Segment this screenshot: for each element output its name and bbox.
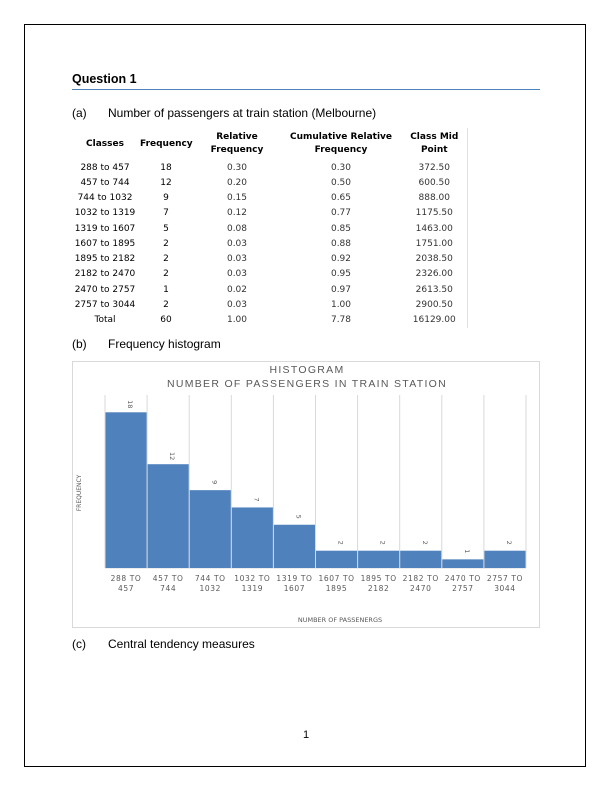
cell-total-mid: 16129.00 bbox=[412, 315, 456, 326]
cell-frequency: 12 bbox=[160, 177, 172, 188]
histogram-bar bbox=[358, 551, 399, 568]
part-c-heading bbox=[72, 637, 255, 651]
bar-data-label: 12 bbox=[168, 452, 177, 461]
cell-total-label: Total bbox=[94, 315, 116, 326]
cell-cumulative: 1.00 bbox=[330, 300, 352, 311]
frequency-table bbox=[72, 128, 468, 328]
x-tick-label: 1607 TO bbox=[318, 574, 355, 583]
cell-mid: 2613.50 bbox=[415, 284, 453, 295]
cell-mid: 600.50 bbox=[418, 177, 450, 188]
cell-cumulative: 0.92 bbox=[330, 254, 352, 265]
cell-relative: 0.20 bbox=[226, 177, 248, 188]
cell-frequency: 2 bbox=[163, 238, 169, 249]
bar-data-label: 18 bbox=[126, 400, 135, 409]
cell-total-cumulative: 7.78 bbox=[330, 315, 352, 326]
cell-classes: 2757 to 3044 bbox=[74, 300, 136, 311]
table-row bbox=[72, 191, 467, 206]
cell-relative: 0.02 bbox=[226, 284, 248, 295]
cell-cumulative: 0.30 bbox=[330, 162, 352, 173]
histogram-bar bbox=[442, 559, 483, 568]
cell-frequency: 7 bbox=[163, 208, 169, 219]
x-tick-label: 1032 TO bbox=[234, 574, 271, 583]
cell-classes: 1895 to 2182 bbox=[74, 254, 136, 265]
header-relative-frequency: Relative Frequency bbox=[210, 132, 264, 155]
histogram-bar bbox=[190, 490, 231, 568]
cell-mid: 372.50 bbox=[418, 162, 450, 173]
x-tick-label: 1895 TO bbox=[360, 574, 397, 583]
cell-cumulative: 0.97 bbox=[330, 284, 352, 295]
title-underline bbox=[72, 89, 540, 90]
cell-mid: 2326.00 bbox=[415, 269, 453, 280]
cell-cumulative: 0.65 bbox=[330, 193, 352, 204]
page-number: 1 bbox=[302, 729, 310, 741]
table-row bbox=[72, 175, 467, 190]
cell-frequency: 1 bbox=[163, 284, 169, 295]
cell-frequency: 2 bbox=[163, 300, 169, 311]
bar-data-label: 9 bbox=[210, 480, 219, 485]
x-tick-label: 457 TO bbox=[152, 574, 184, 583]
cell-frequency: 5 bbox=[163, 223, 169, 234]
table-total-row bbox=[72, 313, 467, 328]
part-c-text: Central tendency measures bbox=[108, 637, 255, 651]
cell-classes: 1607 to 1895 bbox=[74, 238, 136, 249]
table-row bbox=[72, 160, 467, 175]
part-a-letter: (a) bbox=[72, 106, 87, 120]
cell-relative: 0.03 bbox=[226, 238, 248, 249]
x-tick-label: 2182 TO bbox=[402, 574, 439, 583]
table-row bbox=[72, 267, 467, 282]
table-row bbox=[72, 206, 467, 221]
cell-relative: 0.08 bbox=[226, 223, 248, 234]
x-tick-label: 1895 bbox=[325, 584, 348, 593]
x-tick-label: 2757 bbox=[452, 584, 474, 593]
cell-classes: 2470 to 2757 bbox=[74, 284, 136, 295]
cell-relative: 0.03 bbox=[226, 269, 248, 280]
part-c-letter: (c) bbox=[72, 637, 86, 651]
table-row bbox=[72, 236, 467, 251]
cell-relative: 0.03 bbox=[226, 300, 248, 311]
x-tick-label: 2182 bbox=[367, 584, 390, 593]
bar-data-label: 2 bbox=[420, 540, 429, 545]
bar-data-label: 2 bbox=[336, 540, 345, 545]
cell-cumulative: 0.88 bbox=[330, 238, 352, 249]
table-row bbox=[72, 221, 467, 236]
part-a-heading bbox=[72, 106, 376, 120]
part-b-text: Frequency histogram bbox=[108, 337, 221, 351]
cell-cumulative: 0.85 bbox=[330, 223, 352, 234]
x-tick-label: 1032 bbox=[199, 584, 221, 593]
x-tick-label: 2470 bbox=[410, 584, 432, 593]
table-header-row bbox=[72, 128, 467, 160]
cell-mid: 1463.00 bbox=[415, 223, 453, 234]
cell-mid: 1751.00 bbox=[415, 238, 453, 249]
histogram-bar bbox=[274, 525, 315, 568]
cell-classes: 288 to 457 bbox=[80, 162, 130, 173]
cell-relative: 0.12 bbox=[226, 208, 248, 219]
histogram-bar bbox=[106, 412, 147, 568]
x-tick-label: 288 TO bbox=[110, 574, 142, 583]
chart-subtitle: NUMBER OF PASSENGERS IN TRAIN STATION bbox=[166, 378, 448, 390]
x-tick-label: 1319 bbox=[241, 584, 264, 593]
part-a-text: Number of passengers at train station (Melbourne) bbox=[108, 106, 377, 120]
header-class-mid-point: Class Mid Point bbox=[410, 132, 459, 155]
histogram-bar bbox=[316, 551, 357, 568]
cell-classes: 2182 to 2470 bbox=[74, 269, 136, 280]
x-axis-title: NUMBER OF PASSENERGS bbox=[297, 616, 383, 624]
cell-frequency: 18 bbox=[160, 162, 172, 173]
table-row bbox=[72, 252, 467, 267]
x-tick-label: 1607 bbox=[283, 584, 306, 593]
cell-total-relative: 1.00 bbox=[226, 315, 248, 326]
table-row bbox=[72, 297, 467, 312]
histogram-bar bbox=[484, 551, 525, 568]
x-tick-label: 3044 bbox=[494, 584, 516, 593]
y-axis-title: FREQUENCY bbox=[76, 474, 83, 512]
cell-classes: 1032 to 1319 bbox=[74, 208, 136, 219]
histogram-plot bbox=[73, 362, 541, 629]
bar-data-label: 2 bbox=[378, 540, 387, 545]
cell-classes: 744 to 1032 bbox=[77, 193, 133, 204]
bar-data-label: 1 bbox=[462, 549, 471, 554]
question-title: Question 1 bbox=[72, 72, 137, 86]
histogram-bar bbox=[148, 464, 189, 568]
cell-cumulative: 0.77 bbox=[330, 208, 352, 219]
cell-frequency: 9 bbox=[163, 193, 169, 204]
x-tick-label: 2757 TO bbox=[486, 574, 524, 583]
cell-relative: 0.03 bbox=[226, 254, 248, 265]
cell-cumulative: 0.95 bbox=[330, 269, 352, 280]
cell-mid: 2038.50 bbox=[415, 254, 453, 265]
x-tick-label: 744 bbox=[160, 584, 177, 593]
histogram-bar bbox=[232, 507, 273, 568]
header-classes: Classes bbox=[86, 138, 124, 149]
cell-mid: 1175.50 bbox=[415, 208, 453, 219]
cell-relative: 0.15 bbox=[226, 193, 248, 204]
cell-frequency: 2 bbox=[163, 269, 169, 280]
part-b-heading bbox=[72, 337, 221, 351]
bar-data-label: 2 bbox=[504, 540, 513, 545]
header-frequency: Frequency bbox=[140, 138, 193, 149]
table-row bbox=[72, 282, 467, 297]
cell-frequency: 2 bbox=[163, 254, 169, 265]
x-tick-label: 1319 TO bbox=[276, 574, 313, 583]
chart-title: HISTOGRAM bbox=[269, 364, 345, 376]
bar-data-label: 5 bbox=[294, 514, 303, 519]
x-tick-label: 457 bbox=[117, 584, 135, 593]
cell-total-frequency: 60 bbox=[160, 315, 172, 326]
x-tick-label: 2470 TO bbox=[444, 574, 481, 583]
histogram-bar bbox=[400, 551, 441, 568]
cell-cumulative: 0.50 bbox=[330, 177, 352, 188]
x-tick-label: 744 TO bbox=[194, 574, 226, 583]
cell-relative: 0.30 bbox=[226, 162, 248, 173]
header-cumulative-relative-frequency: Cumulative Relative Frequency bbox=[290, 132, 392, 155]
histogram-chart bbox=[72, 361, 540, 628]
cell-classes: 457 to 744 bbox=[80, 177, 130, 188]
cell-classes: 1319 to 1607 bbox=[74, 223, 136, 234]
cell-mid: 888.00 bbox=[418, 193, 450, 204]
part-b-letter: (b) bbox=[72, 337, 87, 351]
bar-data-label: 7 bbox=[252, 497, 261, 502]
cell-mid: 2900.50 bbox=[415, 300, 453, 311]
